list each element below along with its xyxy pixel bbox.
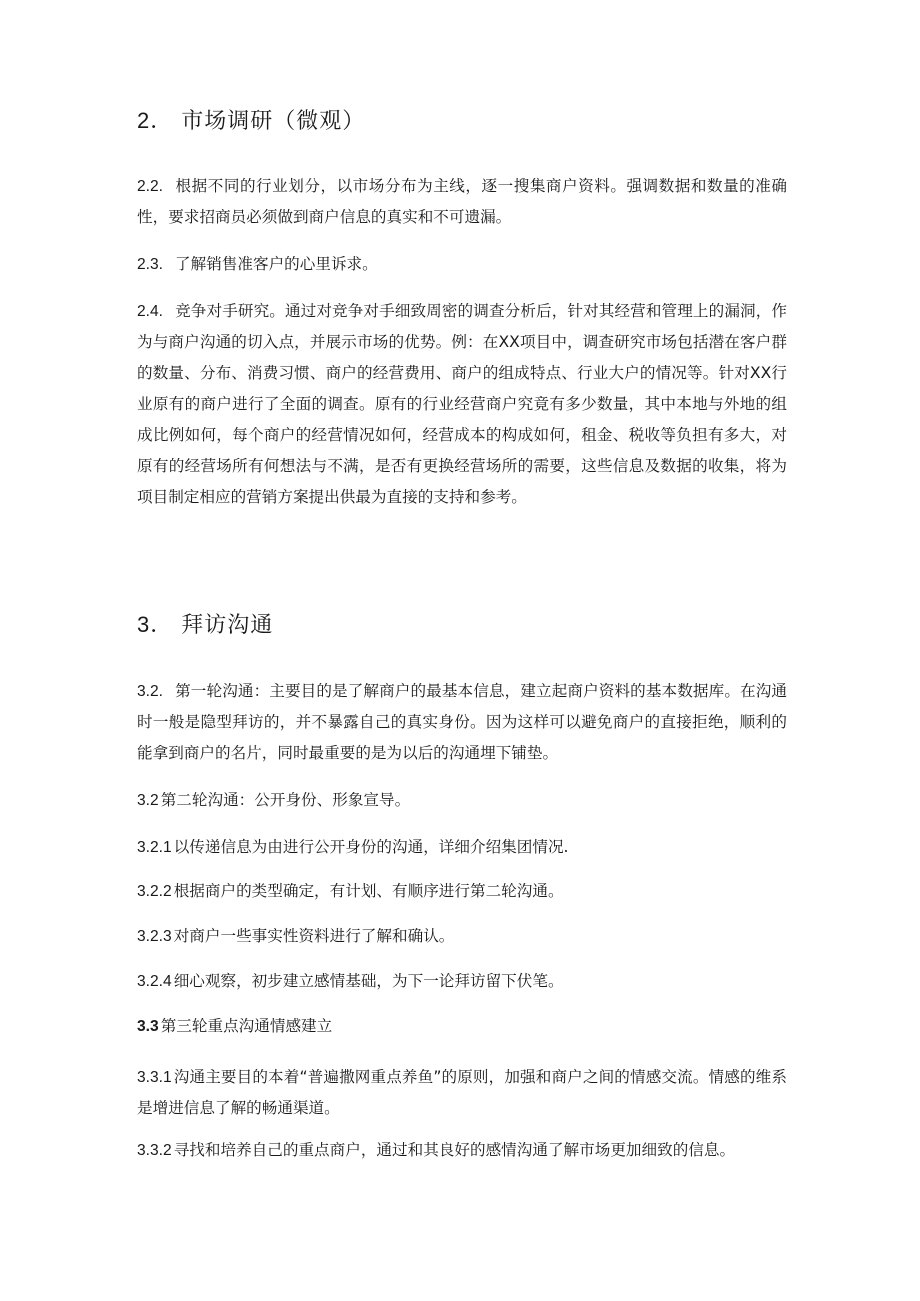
paragraph-3-3-1 [137, 1062, 787, 1124]
paragraph-text: 根据商户的类型确定，有计划、有顺序进行第二轮沟通。 [173, 882, 564, 900]
paragraph-number: 2.3. [137, 256, 164, 273]
paragraph-text: 了解销售准客户的心里诉求。 [175, 255, 378, 273]
paragraph-number: 3.2. [137, 683, 164, 700]
paragraph-text: 细心观察，初步建立感情基础，为下一论拜访留下伏笔。 [173, 972, 564, 990]
paragraph-text: 沟通主要目的本着“普遍撒网重点养鱼”的原则，加强和商户之间的情感交流。情感的维系是增进信息了解的畅通渠道。 [137, 1068, 787, 1117]
paragraph-number: 3.2.3 [137, 928, 172, 945]
section-3-number: 3． [137, 612, 174, 637]
paragraph-number: 3.3.1 [137, 1069, 172, 1086]
paragraph-2-3 [137, 249, 787, 280]
paragraph-3-2-3 [137, 921, 787, 952]
paragraph-text: 对商户一些事实性资料进行了解和确认。 [173, 927, 455, 945]
section-2-number: 2． [137, 108, 174, 133]
paragraph-3-2-2 [137, 876, 787, 907]
paragraph-3-2-first-round [137, 676, 787, 769]
paragraph-3-2-4 [137, 966, 787, 997]
paragraph-number: 2.2. [137, 178, 164, 195]
paragraph-text: 第三轮重点沟通情感建立 [160, 1017, 333, 1035]
section-2-heading [137, 106, 365, 137]
paragraph-number: 3.2.1 [137, 839, 172, 856]
section-3-heading [137, 610, 273, 641]
paragraph-text: 竞争对手研究。通过对竞争对手细致周密的调查分析后，针对其经营和管理上的漏洞，作为与商户沟通的切入点，并展示市场的优势。例：在XX项目中，调查研究市场包括潜在客户群的数量、分布、消费习惯、商户的经营费用、商户的组成特点、行业大户的情况等。针对XX行业原有的商户进行了全面的调查。原有的行业经营商户究竟有多少数量，其中本地与外地的组成比例如何，每个商户的经营情况如何，经营成本的构成如何，租金、税收等负担有多大，对原有的经营场所有何想法与不满，是否有更换经营场所的需要，这些信息及数据的收集，将为项目制定相应的营销方案提出供最为直接的支持和参考。 [137, 302, 787, 506]
paragraph-number: 3.3.2 [137, 1142, 172, 1159]
paragraph-text: 以传递信息为由进行公开身份的沟通，详细介绍集团情况. [173, 838, 569, 856]
paragraph-number: 3.3 [137, 1018, 159, 1035]
paragraph-number: 2.4. [137, 303, 164, 320]
paragraph-2-4 [137, 296, 787, 513]
section-2-title: 市场调研（微观） [181, 109, 366, 134]
section-3-title: 拜访沟通 [181, 613, 274, 638]
paragraph-number: 3.2 [137, 792, 159, 809]
paragraph-text: 寻找和培养自己的重点商户，通过和其良好的感情沟通了解市场更加细致的信息。 [173, 1141, 736, 1159]
paragraph-3-3 [137, 1011, 787, 1042]
paragraph-number: 3.2.2 [137, 883, 172, 900]
paragraph-number: 3.2.4 [137, 973, 172, 990]
paragraph-text: 根据不同的行业划分，以市场分布为主线，逐一搜集商户资料。强调数据和数量的准确性，要求招商员必须做到商户信息的真实和不可遗漏。 [137, 177, 787, 226]
paragraph-3-3-2 [137, 1135, 787, 1166]
paragraph-3-2-second-round [137, 785, 787, 816]
paragraph-2-2 [137, 171, 787, 233]
paragraph-3-2-1 [137, 832, 787, 863]
paragraph-text: 第一轮沟通：主要目的是了解商户的最基本信息，建立起商户资料的基本数据库。在沟通时一般是隐型拜访的，并不暴露自己的真实身份。因为这样可以避免商户的直接拒绝，顺利的能拿到商户的名片，同时最重要的是为以后的沟通埋下铺垫。 [137, 682, 787, 762]
paragraph-text: 第二轮沟通：公开身份、形象宣导。 [160, 791, 411, 809]
